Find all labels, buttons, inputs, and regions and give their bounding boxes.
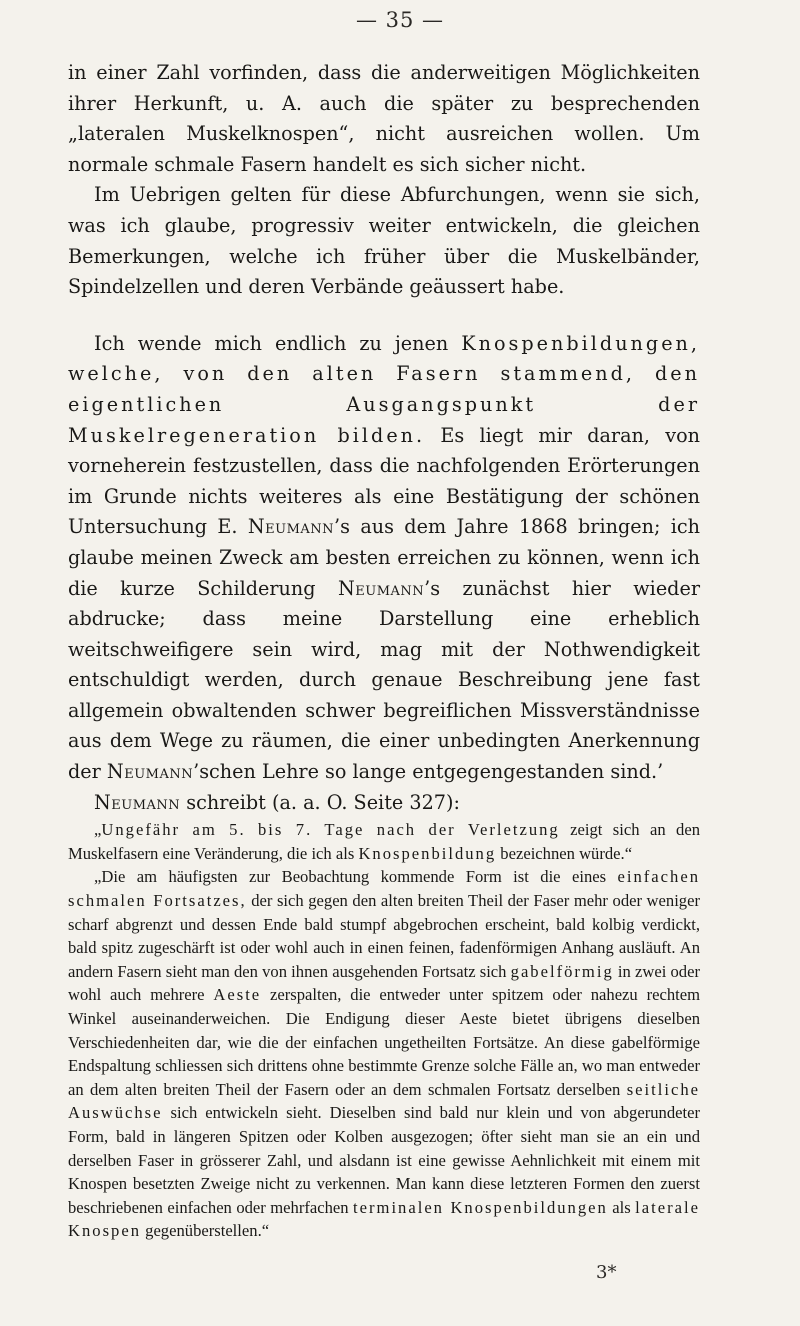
paragraph-3-text: Ich wende mich endlich zu jenen [94, 331, 462, 355]
author-name: Neumann [106, 760, 194, 784]
quotation-text: sich entwickeln sieht. Dieselben sind bald nur klein und von abgerundeter Form, bald in längeren Spitzen oder Kolben ausgezogen; öfter sieht man sie an ein und derselben Faser in grösserer Zahl, und alsdann ist eine gewisse Aehnlichkeit mit einem mit Knospen besetzten Zweige nicht zu verkennen. Man kann diese letzteren Formen den zuerst beschriebenen einfachen oder mehrfachen [68, 1103, 700, 1217]
author-name: Neumann [247, 515, 335, 539]
spaced-emphasis: Knospenbildung [358, 843, 497, 863]
paragraph-3 [68, 329, 700, 788]
quotation-text: als [607, 1197, 636, 1217]
spaced-emphasis: Ungefähr am 5. bis 7. Tage nach der Verletzung [101, 820, 560, 840]
paragraph-2: Im Uebrigen gelten für diese Abfurchungen, wenn sie sich, was ich glaube, progressiv weiter entwickeln, die gleichen Bemerkungen, welche ich früher über die Muskelbänder, Spindelzellen und deren Verbände geäussert habe. [68, 183, 700, 299]
spaced-emphasis: laterale Knospen [68, 1197, 700, 1241]
quotation-text: „ [94, 820, 102, 840]
spaced-emphasis: terminalen Knospenbildungen [353, 1197, 608, 1217]
quotation-text: zerspalten, die entweder unter spitzem oder nahezu rechtem Winkel auseinanderweichen. Die Endigung dieser Aeste bietet übrigens dieselben Verschiedenheiten dar, wie die der einfachen ungetheilten Fortsätze. An diese gabelförmige Endspaltung schliessen sich drittens ohne bestimmte Grenze solche Fälle an, wo man entweder an dem alten breiten Theil der Fasern oder an dem schmalen Fortsatz derselben [68, 985, 700, 1099]
body-text [68, 58, 700, 1243]
quotation-2 [68, 865, 700, 1243]
stray-mark: ’ [657, 760, 664, 784]
paragraph-3-text: ’s aus dem Jahre 1868 bringen; ich glaube meinen Zweck am besten erreichen zu können, wenn ich die kurze Schilderung [68, 515, 700, 600]
paragraph-1: in einer Zahl vorfinden, dass die anderweitigen Möglichkeiten ihrer Herkunft, u. A. auch die später zu besprechenden „lateralen Muskelknospen“, nicht ausreichen wollen. Um normale schmale Fasern handelt es sich sicher nicht. [68, 61, 700, 176]
quotation-text: „Die am häufigsten zur Beobachtung kommende Form ist die eines [94, 867, 618, 887]
signature-mark: 3* [596, 1262, 617, 1283]
author-name: Neumann [94, 790, 181, 814]
page-number: — 35 — [355, 8, 445, 32]
spaced-emphasis: Aeste [213, 985, 262, 1005]
quotation-1 [68, 818, 700, 865]
quotation-text: in zwei oder wohl auch mehrere [68, 961, 700, 1005]
spaced-emphasis: Knospenbildungen, welche, von den alten Fasern stammend, den eigentlichen Ausgangspunkt der Muskelregeneration bilden. [68, 331, 700, 447]
paragraph-3-text: ’schen Lehre so lange entgegengestanden sind. [193, 760, 658, 784]
paragraph-3-text: Es liegt mir daran, von vorneherein festzustellen, dass die nachfolgenden Erörterungen im Grunde nichts weiteres als eine Bestätigung der schönen Untersuchung E. [68, 423, 701, 539]
author-name: Neumann [337, 576, 425, 600]
spaced-emphasis: einfachen schmalen Fortsatzes, [68, 867, 700, 911]
paragraph-3-text: ’s zunächst hier wieder abdrucke; dass meine Darstellung eine erheblich weitschweifigere sein wird, mag mit der Nothwendigkeit entschuldigt werden, durch genaue Beschreibung jene fast allgemein obwaltenden schwer begreiflichen Missverständnisse aus dem Wege zu räumen, die einer unbedingten Anerkennung der [68, 576, 700, 784]
quotation-text: gegenüberstellen.“ [141, 1221, 270, 1241]
spaced-emphasis: gabelförmig [510, 961, 614, 981]
quotation-text: der sich gegen den alten breiten Theil der Faser mehr oder weniger scharf abgrenzt und dessen Ende bald stumpf abgebrochen erscheint, bald kolbig verdickt, bald spitz zugeschärft ist oder wohl auch in einen feinen, fadenförmigen Anhang ausläuft. An andern Fasern sieht man den von ihnen ausgehenden Fortsatz sich [68, 891, 700, 981]
paragraph-gap [68, 303, 700, 329]
spaced-emphasis: seitliche Auswüchse [68, 1079, 700, 1123]
paragraph-4 [68, 788, 700, 819]
paragraph-4-text: schreibt (a. a. O. Seite 327): [180, 790, 460, 814]
quotation-text: zeigt sich an den Muskelfasern eine Veränderung, die ich als [68, 820, 700, 863]
quotation-text: bezeichnen würde.“ [496, 843, 633, 863]
